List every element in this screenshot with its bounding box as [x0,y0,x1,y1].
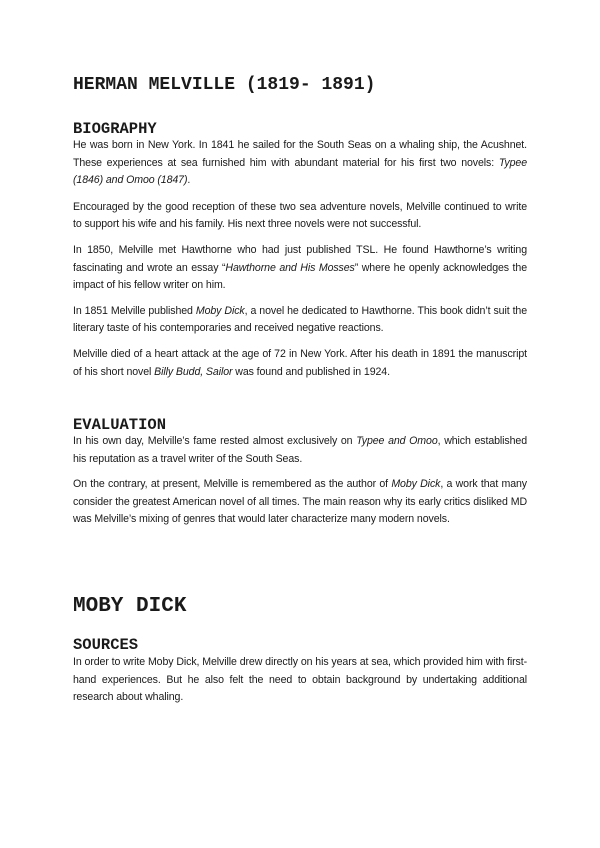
sources-section [73,654,527,707]
text: . [187,174,191,187]
text: Melville died of a heart attack at the age of 72 in New York. After his death in 1891 the manuscript of his short novel [73,347,527,378]
text: In 1850, Melville met Hawthorne who had just published TSL. He found Hawthorne’s writing fascinating and wrote an essay “ [73,243,527,274]
heading-biography: BIOGRAPHY [73,120,157,138]
paragraph [73,476,527,529]
paragraph [73,346,527,381]
evaluation-section [73,433,527,529]
heading-sources: SOURCES [73,636,139,654]
italic-text: Typee (1846) and Omoo (1847) [73,156,527,187]
heading-evaluation: EVALUATION [73,416,167,434]
section-title-moby-dick: MOBY DICK [73,595,187,618]
paragraph: Encouraged by the good reception of these two sea adventure novels, Melville continued to write to support his wife and his family. His next three novels were not successful. [73,200,527,231]
text: , a novel he dedicated to Hawthorne. This book didn’t suit the literary taste of his contemporaries and received negative reactions. [73,304,528,335]
text: was found and published in 1924. [232,365,390,378]
text: On the contrary, at present, Melville is remembered as the author of [73,478,392,491]
page-title: HERMAN MELVILLE (1819- 1891) [73,75,376,95]
text: , a work that many consider the greatest American novel of all times. The main reason why its early critics disliked MD was Melville’s mixing of genres that would later characterize many modern novels. [73,478,527,526]
text: ” where he openly acknowledges the impact of his fellow writer on him. [73,261,527,292]
text: In 1851 Melville published [73,304,196,317]
text: In his own day, Melville’s fame rested almost exclusively on [73,435,357,447]
paragraph [73,303,527,338]
biography-section [73,137,527,381]
text: He was born in New York. In 1841 he sailed for the South Seas on a whaling ship, the Acushnet. These experiences at sea furnished him with abundant material for his first two novels: [73,139,527,169]
italic-text: Billy Budd, Sailor [154,365,233,378]
italic-text: Typee and Omoo [356,435,438,447]
paragraph [73,433,527,468]
text: , which established his reputation as a travel writer of the South Seas. [73,435,527,465]
italic-text: Moby Dick [195,304,245,317]
paragraph [73,137,527,190]
italic-text: Moby Dick [391,478,441,491]
paragraph: In order to write Moby Dick, Melville drew directly on his years at sea, which provided him with first-hand experiences. But he also felt the need to obtain background by undertaking additional research about whaling. [73,656,527,704]
italic-text: Hawthorne and His Mosses [225,261,355,274]
paragraph [73,242,527,295]
